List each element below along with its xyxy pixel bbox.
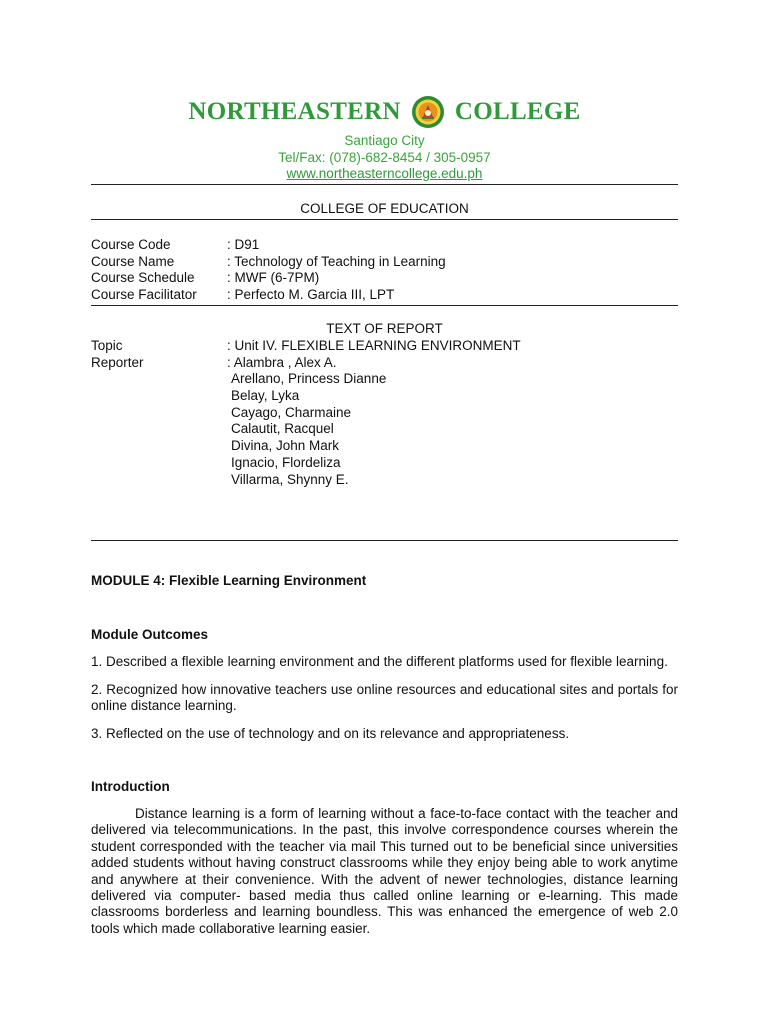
field-value: : Unit IV. FLEXIBLE LEARNING ENVIRONMENT	[227, 338, 521, 353]
course-schedule-row	[91, 270, 678, 287]
field-value: : D91	[227, 237, 260, 252]
list-item: Villarma, Shynny E.	[231, 471, 349, 487]
brand-banner	[91, 91, 678, 133]
course-code-row	[91, 237, 678, 254]
course-name-row	[91, 254, 678, 271]
field-label: Course Schedule	[91, 270, 195, 286]
list-item: Divina, John Mark	[231, 438, 340, 454]
brand-name-right: COLLEGE	[454, 98, 581, 125]
field-value: : Technology of Teaching in Learning	[227, 253, 446, 269]
module-title: MODULE 4: Flexible Learning Environment	[91, 573, 367, 588]
field-label: Topic	[91, 338, 123, 353]
website-link[interactable]: www.northeasterncollege.edu.ph	[286, 166, 483, 181]
report-title: TEXT OF REPORT	[326, 321, 443, 336]
topic-row	[91, 338, 678, 355]
introduction-heading: Introduction	[91, 779, 170, 794]
brand-name-left: NORTHEASTERN	[188, 98, 401, 125]
field-label: Course Name	[91, 253, 175, 269]
list-item: Belay, Lyka	[231, 387, 300, 403]
field-label: Course Facilitator	[91, 286, 197, 302]
telfax-line: Tel/Fax: (078)-682-8454 / 305-0957	[278, 149, 491, 165]
divider	[91, 219, 678, 220]
divider	[91, 305, 678, 306]
divider	[91, 184, 678, 185]
list-item: Cayago, Charmaine	[231, 404, 352, 420]
course-facilitator-row	[91, 287, 678, 304]
list-item: Ignacio, Flordeliza	[231, 454, 341, 470]
college-name: COLLEGE OF EDUCATION	[300, 201, 469, 216]
masthead	[91, 91, 678, 183]
field-value: : MWF (6-7PM)	[227, 270, 320, 286]
field-value: : Alambra , Alex A.	[227, 354, 337, 370]
field-label: Course Code	[91, 237, 171, 252]
report-details	[91, 338, 678, 371]
reporter-row	[91, 355, 678, 372]
list-item: Arellano, Princess Dianne	[231, 371, 387, 386]
college-seal-icon	[411, 95, 445, 129]
outcome-item: 3. Reflected on the use of technology and on its relevance and appropriateness.	[91, 726, 570, 741]
list-item: Calautit, Racquel	[231, 421, 334, 437]
course-details	[91, 237, 678, 303]
field-value: : Perfecto M. Garcia III, LPT	[227, 286, 395, 302]
field-label: Reporter	[91, 354, 144, 370]
contact-info	[91, 133, 678, 183]
outcomes-heading: Module Outcomes	[91, 627, 209, 642]
outcome-item: 2. Recognized how innovative teachers use online resources and educational sites and portals for online distance learning.	[91, 682, 678, 714]
divider	[91, 540, 678, 541]
reporter-list	[231, 371, 386, 489]
introduction-paragraph: Distance learning is a form of learning without a face-to-face contact with the teacher and delivered via telecommunications. In the past, this involve correspondence courses wherein the student corresponded with the teacher via mail This turned out to be beneficial since universities added students without having construct classrooms while they enjoy being able to work anytime and anywhere at their convenience. With the advent of newer technologies, distance learning delivered via computer- based media thus called online learning or e-learning. This made classrooms borderless and learning boundless. This was enhanced the emergence of web 2.0 tools which made collaborative learning easier.	[91, 806, 678, 936]
city-line: Santiago City	[344, 133, 425, 148]
outcome-item: 1. Described a flexible learning environment and the different platforms used for flexible learning.	[91, 654, 668, 669]
